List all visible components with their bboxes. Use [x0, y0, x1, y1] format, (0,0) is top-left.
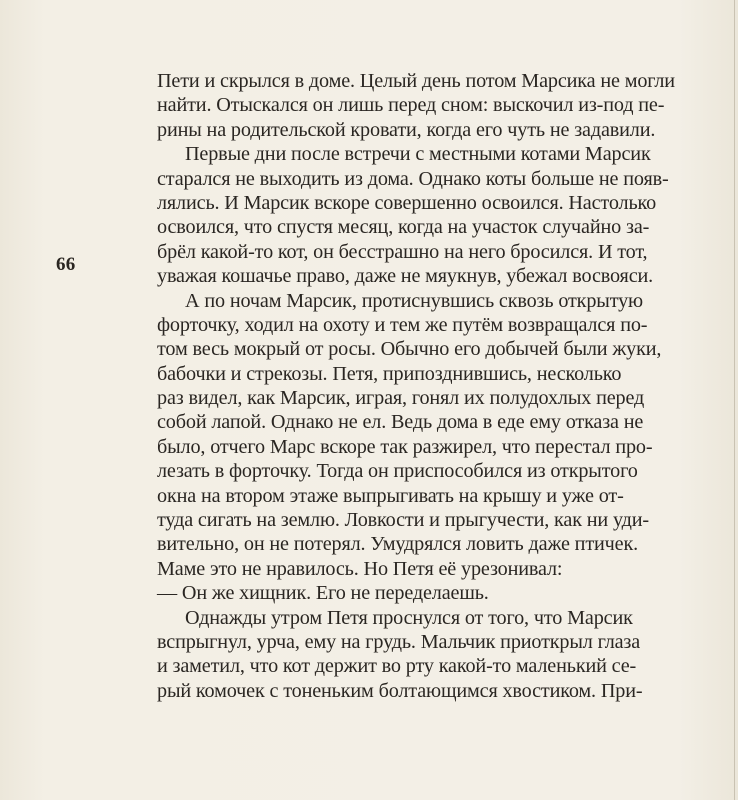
- page-number: 66: [56, 254, 76, 275]
- body-text: [157, 69, 697, 703]
- text-line: Однажды утром Петя проснулся от того, что Марсик: [185, 606, 633, 629]
- text-line: брёл какой-то кот, он бесстрашно на него бросился. И тот,: [157, 240, 648, 263]
- text-line: том весь мокрый от росы. Обычно его добычей были жуки,: [157, 338, 662, 361]
- text-line: вительно, он не потерял. Умудрялся ловить даже птичек.: [157, 533, 639, 556]
- text-line: собой лапой. Однако не ел. Ведь дома в еде ему отказа не: [157, 411, 644, 434]
- text-line: окна на втором этаже выпрыгивать на крышу и уже от-: [157, 484, 624, 507]
- text-line: рины на родительской кровати, когда его чуть не задавили.: [157, 118, 656, 141]
- text-line: освоился, что спустя месяц, когда на участок случайно за-: [157, 216, 650, 239]
- text-line: найти. Отыскался он лишь перед сном: выскочил из-под пе-: [157, 94, 665, 117]
- text-line: бабочки и стрекозы. Петя, припозднившись, несколько: [157, 362, 622, 385]
- text-line: лезать в форточку. Тогда он приспособился из открытого: [157, 460, 638, 483]
- text-line: было, отчего Марс вскоре так разжирел, что перестал про-: [157, 435, 653, 458]
- text-line: Маме это не нравилось. Но Петя её урезонивал:: [157, 557, 563, 580]
- text-line: вспрыгнул, урча, ему на грудь. Мальчик приоткрыл глаза: [157, 630, 641, 653]
- text-line: раз видел, как Марсик, играя, гонял их полудохлых перед: [157, 387, 645, 410]
- page-edge: [734, 0, 735, 800]
- text-line: рый комочек с тоненьким болтающимся хвостиком. При-: [157, 679, 643, 702]
- text-line: Пети и скрылся в доме. Целый день потом Марсика не могли: [157, 70, 675, 92]
- text-line: старался не выходить из дома. Однако коты больше не появ-: [157, 167, 669, 190]
- text-line: Первые дни после встречи с местными котами Марсик: [185, 143, 651, 166]
- text-line: туда сигать на землю. Ловкости и прыгучести, как ни уди-: [157, 509, 649, 532]
- text-line: уважая кошачье право, даже не мяукнув, убежал восвояси.: [157, 265, 654, 288]
- text-line: лялись. И Марсик вскоре совершенно освоился. Настолько: [157, 191, 657, 214]
- text-line: форточку, ходил на охоту и тем же путём возвращался по-: [157, 313, 648, 336]
- text-line: и заметил, что кот держит во рту какой-то маленький се-: [157, 655, 637, 678]
- text-line: — Он же хищник. Его не переделаешь.: [157, 582, 489, 605]
- text-line: А по ночам Марсик, протиснувшись сквозь открытую: [185, 289, 643, 312]
